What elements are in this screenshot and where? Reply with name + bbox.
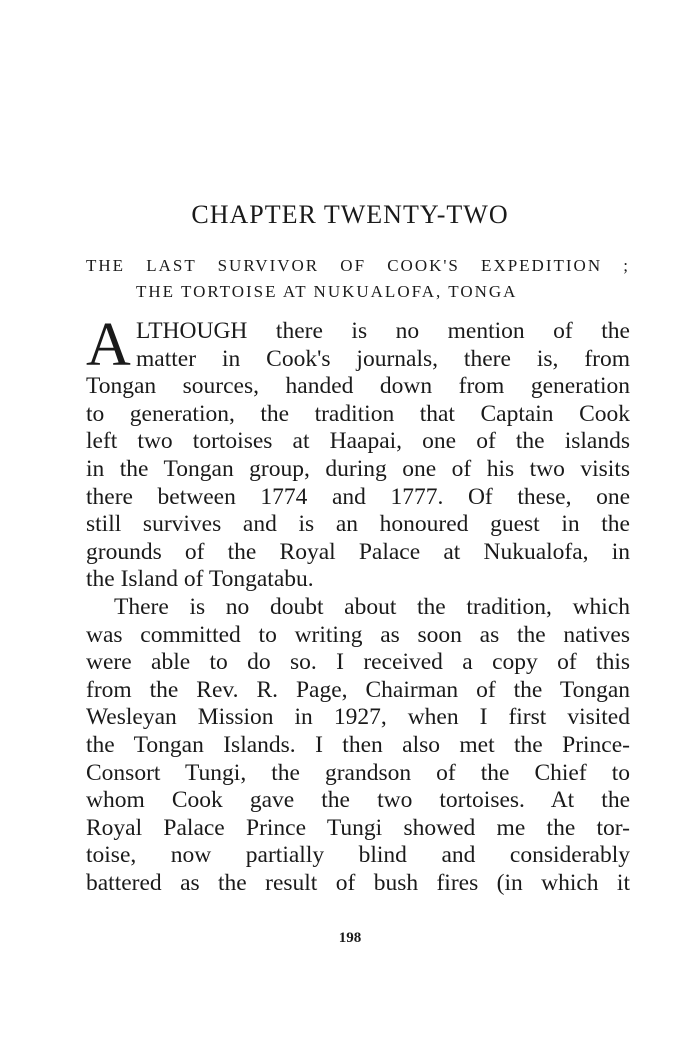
text-line: Wesleyan Mission in 1927, when I first visited	[86, 704, 630, 731]
chapter-subtitle-line-1: THE LAST SURVIVOR OF COOK'S EXPEDITION ;	[86, 256, 630, 275]
text-line: LTHOUGH there is no mention of the	[136, 318, 630, 344]
text-line: Royal Palace Prince Tungi showed me the tor-	[86, 814, 630, 841]
text-line: from the Rev. R. Page, Chairman of the Tongan	[86, 676, 630, 703]
text-line: Consort Tungi, the grandson of the Chief to	[86, 759, 630, 786]
text-line: grounds of the Royal Palace at Nukualofa, in	[86, 538, 630, 565]
text-line: was committed to writing as soon as the natives	[86, 621, 630, 648]
text-line: matter in Cook's journals, there is, from	[136, 345, 630, 372]
text-line: There is no doubt about the tradition, which	[114, 593, 630, 620]
chapter-title: CHAPTER TWENTY-TWO	[191, 200, 509, 229]
body-text	[86, 311, 630, 897]
text-line: toise, now partially blind and considerably	[86, 842, 630, 869]
text-line: were able to do so. I received a copy of this	[86, 649, 630, 676]
text-line: the Island of Tongatabu.	[86, 566, 314, 593]
text-line: in the Tongan group, during one of his two visits	[86, 455, 630, 482]
text-line: there between 1774 and 1777. Of these, one	[86, 483, 630, 510]
text-line: whom Cook gave the two tortoises. At the	[86, 787, 630, 814]
text-line: Tongan sources, handed down from generation	[86, 373, 630, 400]
paragraph-2	[86, 594, 630, 898]
paragraph-1	[86, 311, 630, 594]
chapter-subtitle-line-2: THE TORTOISE AT NUKUALOFA, TONGA	[136, 282, 518, 301]
page-number: 198	[338, 930, 362, 946]
text-line: battered as the result of bush fires (in which it	[86, 869, 630, 896]
drop-cap: A	[86, 311, 131, 379]
text-line: the Tongan Islands. I then also met the Prince-	[86, 731, 630, 758]
text-line: to generation, the tradition that Captain Cook	[86, 400, 630, 427]
text-line: still survives and is an honoured guest in the	[86, 511, 630, 538]
text-line: left two tortoises at Haapai, one of the islands	[86, 428, 630, 455]
